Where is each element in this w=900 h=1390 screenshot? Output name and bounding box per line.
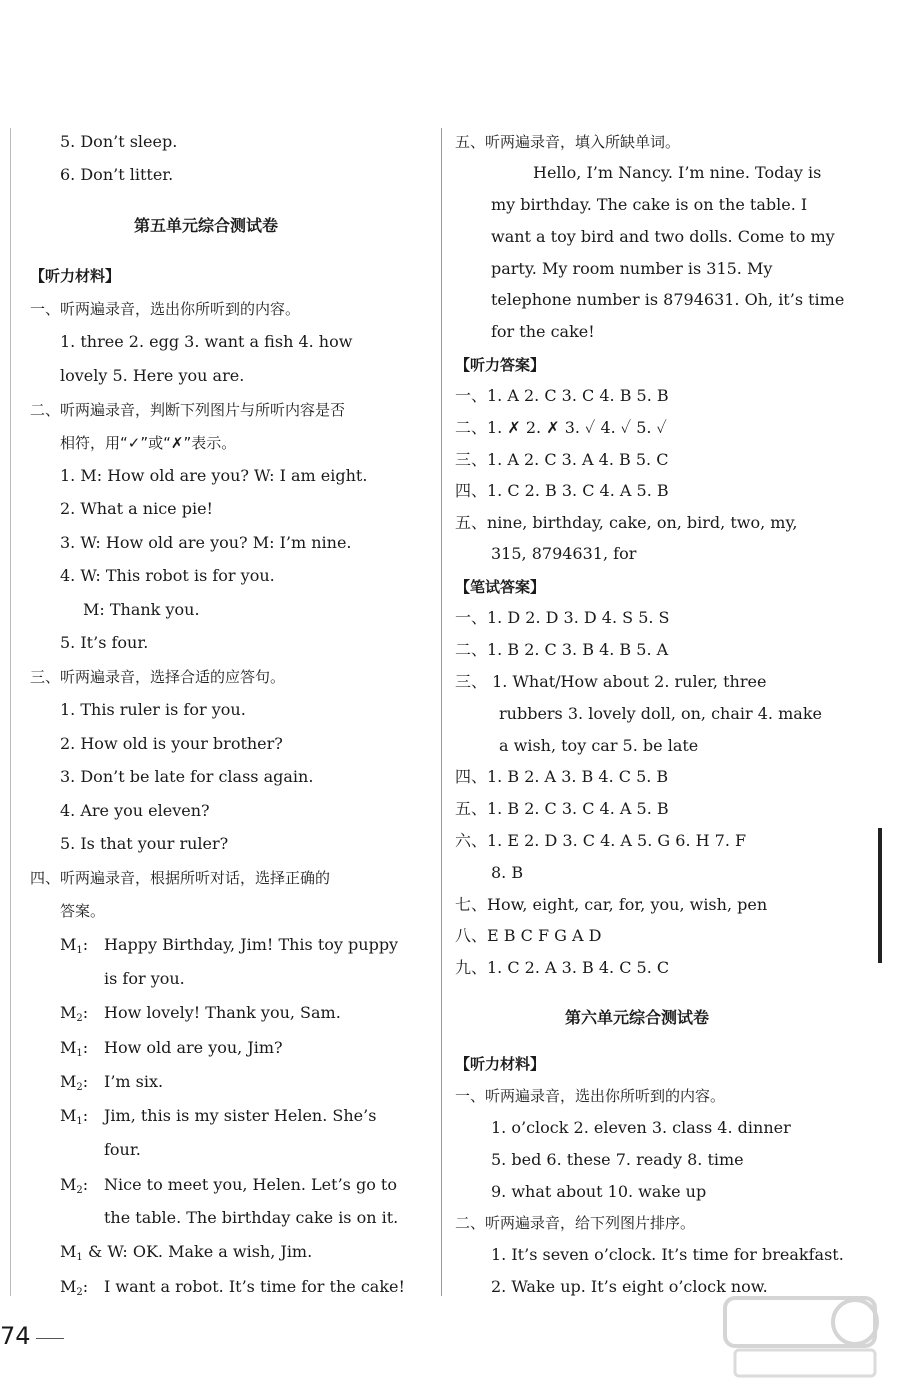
- column-divider: [441, 128, 442, 1296]
- watermark-logo-icon: [715, 1290, 890, 1385]
- text-line: 1. M: How old are you? W: I am eight.: [60, 466, 368, 485]
- heading-listening-material: 【听力材料】: [30, 267, 121, 285]
- page-number: 74: [0, 1322, 31, 1350]
- answer-line: 七、How, eight, car, for, you, wish, pen: [455, 895, 768, 914]
- dialogue-line: four.: [104, 1140, 141, 1159]
- answer-line: 一、1. D 2. D 3. D 4. S 5. S: [455, 608, 670, 627]
- text-line: M: Thank you.: [83, 600, 200, 619]
- speaker-label: $M_2$:: [60, 1277, 89, 1298]
- answer-line: 五、1. B 2. C 3. C 4. A 5. B: [455, 799, 669, 818]
- answer-line: a wish, toy car 5. be late: [499, 736, 699, 755]
- dialogue-line: the table. The birthday cake is on it.: [104, 1208, 399, 1227]
- speaker-label: $M_1$:: [60, 935, 89, 956]
- text-line: lovely 5. Here you are.: [60, 366, 245, 385]
- dialogue-line: Jim, this is my sister Helen. She’s: [104, 1106, 377, 1125]
- text-line: 4. W: This robot is for you.: [60, 566, 275, 585]
- text-line: 3. Don’t be late for class again.: [60, 767, 314, 786]
- text-line: 4. Are you eleven?: [60, 801, 210, 820]
- answer-line: 五、nine, birthday, cake, on, bird, two, my,: [455, 513, 798, 532]
- passage-line: telephone number is 8794631. Oh, it’s time: [491, 290, 845, 309]
- answer-line: rubbers 3. lovely doll, on, chair 4. make: [499, 704, 822, 723]
- dialogue-line: is for you.: [104, 969, 185, 988]
- answer-line: 四、1. C 2. B 3. C 4. A 5. B: [455, 481, 669, 500]
- answer-line: 六、1. E 2. D 3. C 4. A 5. G 6. H 7. F: [455, 831, 747, 850]
- left-margin-rule: [10, 128, 11, 1296]
- answer-line: 一、1. A 2. C 3. C 4. B 5. B: [455, 386, 669, 405]
- dialogue-line: I want a robot. It’s time for the cake!: [104, 1277, 405, 1296]
- heading-written-answers: 【笔试答案】: [455, 578, 546, 596]
- section-title-unit5: 第五单元综合测试卷: [134, 216, 279, 235]
- question-heading: 五、听两遍录音，填入所缺单词。: [455, 133, 681, 151]
- speaker-label: $M_1$: [60, 1242, 83, 1263]
- question-heading: 相符，用“✓”或“✗”表示。: [60, 434, 237, 452]
- text-line: 9. what about 10. wake up: [491, 1182, 707, 1201]
- speaker-label: $M_1$:: [60, 1106, 89, 1127]
- passage-line: my birthday. The cake is on the table. I: [491, 195, 808, 214]
- answer-line: 315, 8794631, for: [491, 544, 637, 563]
- dialogue-line: How old are you, Jim?: [104, 1038, 283, 1057]
- section-title-unit6: 第六单元综合测试卷: [565, 1008, 710, 1027]
- passage-line: party. My room number is 315. My: [491, 259, 773, 278]
- passage-line: Hello, I’m Nancy. I’m nine. Today is: [533, 163, 822, 182]
- speaker-label: $M_2$:: [60, 1175, 89, 1196]
- text-line: 2. Wake up. It’s eight o’clock now.: [491, 1277, 768, 1296]
- text-line: 2. How old is your brother?: [60, 734, 283, 753]
- question-heading: 一、听两遍录音，选出你所听到的内容。: [30, 300, 301, 318]
- speaker-label: $M_2$:: [60, 1003, 89, 1024]
- question-heading: 一、听两遍录音，选出你所听到的内容。: [455, 1087, 726, 1105]
- text-line: 1. It’s seven o’clock. It’s time for breakfast.: [491, 1245, 844, 1264]
- text-line: 6. Don’t litter.: [60, 165, 174, 184]
- answer-line: 二、1. B 2. C 3. B 4. B 5. A: [455, 640, 669, 659]
- text-line: 1. o’clock 2. eleven 3. class 4. dinner: [491, 1118, 791, 1137]
- answer-line: 八、E B C F G A D: [455, 926, 602, 945]
- speaker-label: $M_2$:: [60, 1072, 89, 1093]
- text-line: 1. This ruler is for you.: [60, 700, 246, 719]
- question-heading: 二、听两遍录音，给下列图片排序。: [455, 1214, 696, 1232]
- text-line: 5. It’s four.: [60, 633, 149, 652]
- speaker-label: $M_1$:: [60, 1038, 89, 1059]
- answer-line: 三、 1. What/How about 2. ruler, three: [455, 672, 767, 691]
- dialogue-line: Nice to meet you, Helen. Let’s go to: [104, 1175, 397, 1194]
- text-line: 1. three 2. egg 3. want a fish 4. how: [60, 332, 353, 351]
- answer-line: 九、1. C 2. A 3. B 4. C 5. C: [455, 958, 670, 977]
- dialogue-line: Happy Birthday, Jim! This toy puppy: [104, 935, 399, 954]
- passage-line: for the cake!: [491, 322, 595, 341]
- text-line: 5. Don’t sleep.: [60, 132, 178, 151]
- dialogue-line: How lovely! Thank you, Sam.: [104, 1003, 341, 1022]
- question-heading: 答案。: [60, 902, 106, 920]
- passage-line: want a toy bird and two dolls. Come to my: [491, 227, 835, 246]
- text-line: 3. W: How old are you? M: I’m nine.: [60, 533, 352, 552]
- answer-line: 三、1. A 2. C 3. A 4. B 5. C: [455, 450, 669, 469]
- answer-line: 四、1. B 2. A 3. B 4. C 5. B: [455, 767, 669, 786]
- page-number-rule: [36, 1338, 64, 1339]
- question-heading: 四、听两遍录音，根据所听对话，选择正确的: [30, 869, 331, 887]
- answer-line: 8. B: [491, 863, 524, 882]
- scan-edge-mark: [878, 828, 882, 963]
- question-heading: 二、听两遍录音，判断下列图片与所听内容是否: [30, 401, 346, 419]
- answer-line: 二、1. ✗ 2. ✗ 3. ✓ 4. ✓ 5. ✓: [455, 418, 667, 437]
- dialogue-line: I’m six.: [104, 1072, 164, 1091]
- heading-listening-answers: 【听力答案】: [455, 356, 546, 374]
- text-line: 2. What a nice pie!: [60, 499, 213, 518]
- dialogue-line: & W: OK. Make a wish, Jim.: [88, 1242, 313, 1261]
- question-heading: 三、听两遍录音，选择合适的应答句。: [30, 668, 286, 686]
- heading-listening-material: 【听力材料】: [455, 1055, 546, 1073]
- text-line: 5. Is that your ruler?: [60, 834, 229, 853]
- text-line: 5. bed 6. these 7. ready 8. time: [491, 1150, 744, 1169]
